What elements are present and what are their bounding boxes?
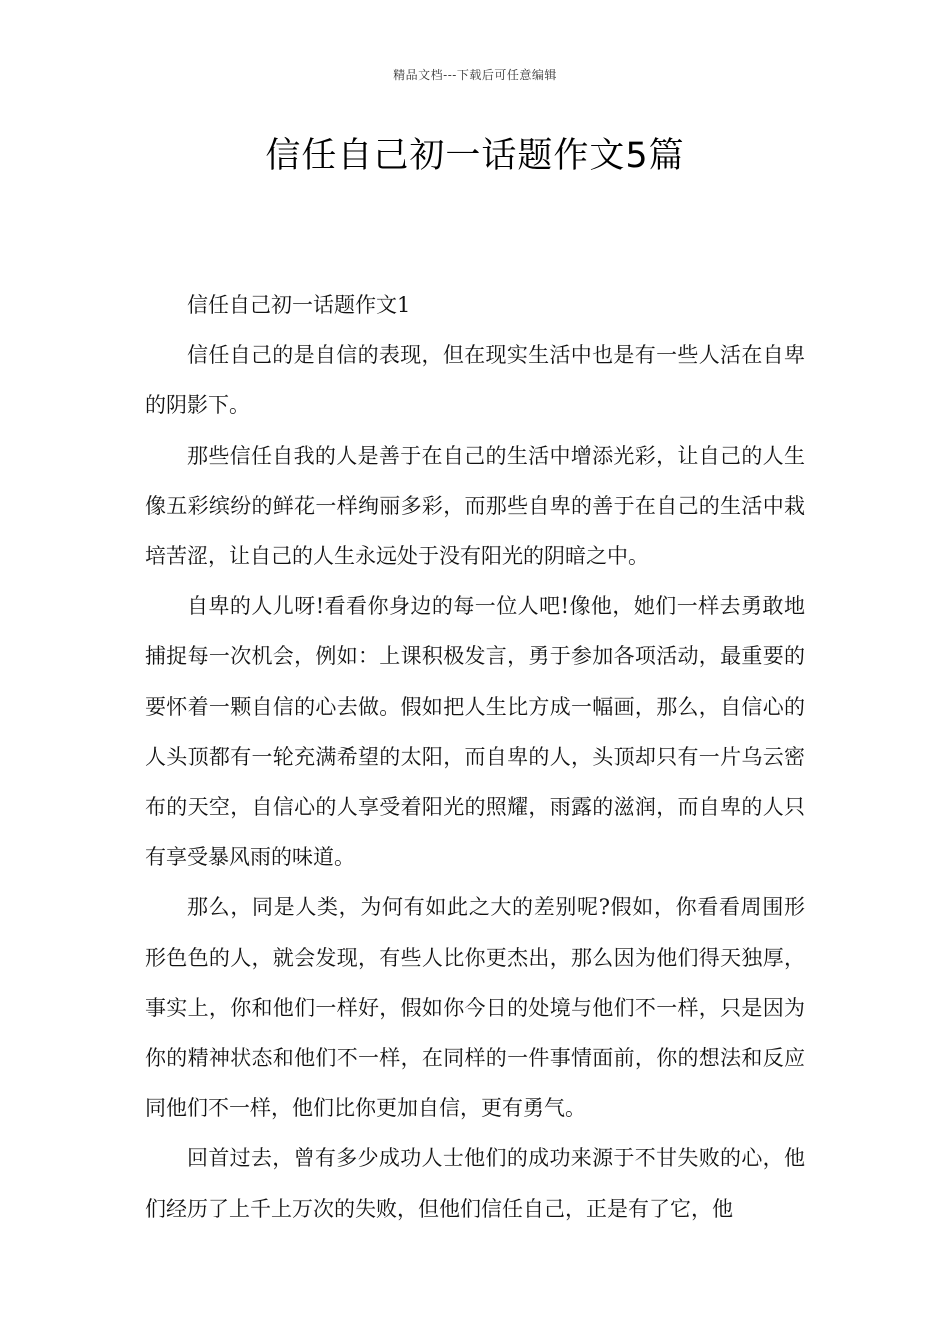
document-title: 信任自己初一话题作文5篇 [265, 136, 685, 176]
paragraph: 自卑的人儿呀!看看你身边的每一位人吧!像他，她们一样去勇敢地捕捉每一次机会，例如：上课积极发言，勇于参加各项活动，最重要的要怀着一颗自信的心去做。假如把人生比方成一幅画，那么，自信心的人头顶都有一轮充满希望的太阳，而自卑的人，头顶却只有一片乌云密布的天空，自信心的人享受着阳光的照耀，雨露的滋润，而自卑的人只有享受暴风雨的味道。 [145, 594, 805, 870]
document-body [145, 280, 805, 1234]
paragraph: 信任自己的是自信的表现，但在现实生活中也是有一些人活在自卑的阴影下。 [145, 343, 805, 418]
paragraph-subtitle: 信任自己初一话题作文1 [187, 293, 411, 317]
header-note: 精品文档---下载后可任意编辑 [393, 68, 557, 82]
paragraph: 回首过去，曾有多少成功人士他们的成功来源于不甘失败的心，他们经历了上千上万次的失败，但他们信任自己，正是有了它，他 [145, 1146, 805, 1221]
paragraph: 那么，同是人类，为何有如此之大的差别呢?假如，你看看周围形形色色的人，就会发现，有些人比你更杰出，那么因为他们得天独厚，事实上，你和他们一样好，假如你今日的处境与他们不一样，只是因为你的精神状态和他们不一样，在同样的一件事情面前，你的想法和反应同他们不一样，他们比你更加自信，更有勇气。 [145, 895, 805, 1121]
paragraph: 那些信任自我的人是善于在自己的生活中增添光彩，让自己的人生像五彩缤纷的鲜花一样绚丽多彩，而那些自卑的善于在自己的生活中栽培苦涩，让自己的人生永远处于没有阳光的阴暗之中。 [145, 443, 805, 569]
